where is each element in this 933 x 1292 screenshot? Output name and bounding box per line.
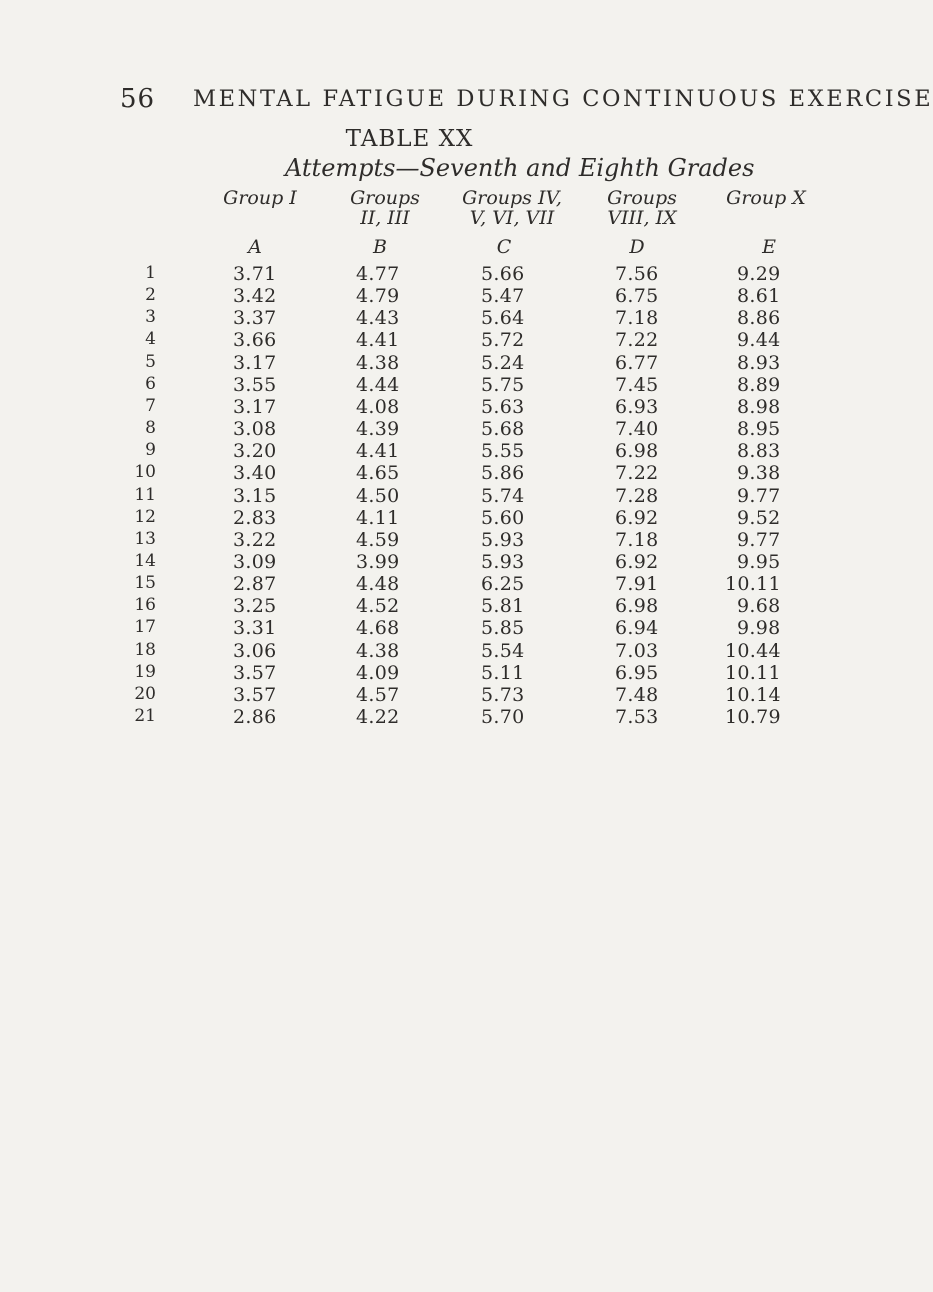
- row-number: 16: [134, 595, 156, 616]
- row-number: 4: [145, 329, 156, 350]
- column-group-heading-line2: VIII, IX: [607, 207, 677, 229]
- row-number: 2: [145, 285, 156, 306]
- row-number: 13: [134, 528, 156, 549]
- table-cell: 5.86: [481, 462, 525, 485]
- table-cell: 5.11: [481, 661, 525, 684]
- table-cell: 9.29: [737, 263, 781, 285]
- table-cell: 5.54: [481, 639, 525, 662]
- table-cell: 8.86: [737, 307, 781, 330]
- table-cell: 7.53: [615, 706, 659, 728]
- table-cell: 3.17: [233, 351, 277, 374]
- table-cell: 4.68: [356, 617, 400, 640]
- table-cell: 4.77: [356, 263, 400, 285]
- column-group-heading-line1: Group X: [726, 187, 806, 209]
- table-cell: 4.59: [356, 528, 400, 551]
- table-cell: 5.85: [481, 617, 525, 640]
- table-cell: 3.55: [233, 373, 277, 396]
- table-cell: 8.89: [737, 373, 781, 396]
- table-cell: 5.75: [481, 373, 525, 396]
- table-cell: 6.98: [615, 440, 659, 463]
- column-group-heading-line1: Groups IV,: [462, 187, 562, 209]
- table-cell: 3.15: [233, 484, 277, 507]
- table-cell: 6.75: [615, 285, 659, 308]
- row-number: 11: [134, 484, 156, 505]
- column-group-heading: [572, 188, 712, 228]
- table-cell: 5.74: [481, 484, 525, 507]
- table-cell: 5.60: [481, 506, 525, 529]
- table-cell: 10.11: [725, 573, 781, 596]
- table-cell: 3.06: [233, 639, 277, 662]
- table-cell: 3.71: [233, 263, 277, 285]
- table-cell: 7.56: [615, 263, 659, 285]
- row-number: 5: [145, 351, 156, 372]
- table-cell: 5.47: [481, 285, 525, 308]
- table-cell: 4.11: [356, 506, 400, 529]
- table-cell: 4.41: [356, 440, 400, 463]
- table-cell: 4.50: [356, 484, 400, 507]
- column-letter: B: [373, 236, 387, 258]
- table-cell: 7.40: [615, 418, 659, 441]
- row-number: 1: [145, 263, 156, 283]
- table-cell: 6.77: [615, 351, 659, 374]
- table-cell: 7.22: [615, 329, 659, 352]
- table-cell: 3.17: [233, 395, 277, 418]
- table-cell: 10.14: [725, 683, 781, 706]
- table-cell: 4.38: [356, 639, 400, 662]
- table-cell: 5.55: [481, 440, 525, 463]
- table-cell: 8.83: [737, 440, 781, 463]
- table-cell: 7.91: [615, 573, 659, 596]
- table-cell: 2.86: [233, 706, 277, 728]
- table-cell: 5.93: [481, 528, 525, 551]
- table-cell: 9.38: [737, 462, 781, 485]
- table-cell: 7.28: [615, 484, 659, 507]
- table-cell: 7.48: [615, 683, 659, 706]
- table-cell: 8.95: [737, 418, 781, 441]
- table-cell: 7.45: [615, 373, 659, 396]
- column-letter: C: [496, 236, 512, 258]
- row-number: 8: [145, 418, 156, 439]
- table-cell: 10.11: [725, 661, 781, 684]
- column-letter: A: [248, 236, 262, 258]
- table-cell: 8.98: [737, 395, 781, 418]
- table-cell: 5.70: [481, 706, 525, 728]
- table-cell: 3.66: [233, 329, 277, 352]
- table-cell: 3.99: [356, 550, 400, 573]
- row-number: 10: [134, 462, 156, 483]
- table-cell: 5.66: [481, 263, 525, 285]
- column-letter: E: [762, 236, 776, 258]
- running-head: MENTAL FATIGUE DURING CONTINUOUS EXERCISE: [193, 86, 933, 112]
- row-number: 21: [134, 706, 156, 726]
- column-group-heading-line2: II, III: [360, 207, 410, 229]
- table-cell: 4.57: [356, 683, 400, 706]
- table-cell: 7.22: [615, 462, 659, 485]
- table-cell: 6.95: [615, 661, 659, 684]
- table-cell: 4.41: [356, 329, 400, 352]
- table-cell: 4.22: [356, 706, 400, 728]
- table-cell: 4.09: [356, 661, 400, 684]
- table-cell: 3.31: [233, 617, 277, 640]
- row-number: 20: [134, 683, 156, 704]
- table-cell: 3.08: [233, 418, 277, 441]
- table-cell: 5.73: [481, 683, 525, 706]
- column-group-heading-line1: Group I: [223, 187, 297, 209]
- table-cell: 4.79: [356, 285, 400, 308]
- table-cell: 9.77: [737, 528, 781, 551]
- table-cell: 5.64: [481, 307, 525, 330]
- row-number: 14: [134, 550, 156, 571]
- column-letter: D: [629, 236, 645, 258]
- table-cell: 6.25: [481, 573, 525, 596]
- table-cell: 9.98: [737, 617, 781, 640]
- table-cell: 7.18: [615, 307, 659, 330]
- table-cell: 2.87: [233, 573, 277, 596]
- table-cell: 6.94: [615, 617, 659, 640]
- table-cell: 4.08: [356, 395, 400, 418]
- table-cell: 6.93: [615, 395, 659, 418]
- table-cell: 4.48: [356, 573, 400, 596]
- table-cell: 6.92: [615, 506, 659, 529]
- table-cell: 7.18: [615, 528, 659, 551]
- row-number: 12: [134, 506, 156, 527]
- row-number: 18: [134, 639, 156, 660]
- row-number: 6: [145, 373, 156, 394]
- column-group-heading-line2: V, VI, VII: [469, 207, 555, 229]
- table-cell: 3.57: [233, 683, 277, 706]
- table-cell: 8.93: [737, 351, 781, 374]
- table-cell: 8.61: [737, 285, 781, 308]
- row-number: 3: [145, 307, 156, 328]
- column-group-heading: [696, 188, 836, 208]
- table-cell: 5.24: [481, 351, 525, 374]
- table-title: TABLE XX: [345, 126, 474, 152]
- table-cell: 3.22: [233, 528, 277, 551]
- table-cell: 4.43: [356, 307, 400, 330]
- row-number: 9: [145, 440, 156, 461]
- column-group-heading-line1: Groups: [607, 187, 677, 209]
- table-cell: 3.37: [233, 307, 277, 330]
- table-cell: 5.63: [481, 395, 525, 418]
- table-cell: 4.39: [356, 418, 400, 441]
- table-cell: 10.79: [725, 706, 781, 728]
- table-cell: 4.38: [356, 351, 400, 374]
- table-cell: 4.44: [356, 373, 400, 396]
- column-group-heading: [315, 188, 455, 228]
- table-cell: 9.77: [737, 484, 781, 507]
- column-group-heading: [190, 188, 330, 208]
- table-cell: 9.52: [737, 506, 781, 529]
- table-cell: 2.83: [233, 506, 277, 529]
- row-number: 7: [145, 395, 156, 416]
- table-cell: 3.42: [233, 285, 277, 308]
- table-cell: 5.72: [481, 329, 525, 352]
- table-subtitle: Attempts—Seventh and Eighth Grades: [285, 154, 755, 182]
- table-cell: 3.40: [233, 462, 277, 485]
- row-number: 19: [134, 661, 156, 682]
- table-cell: 6.92: [615, 550, 659, 573]
- table-cell: 3.57: [233, 661, 277, 684]
- table-cell: 10.44: [725, 639, 781, 662]
- table-cell: 3.25: [233, 595, 277, 618]
- table-cell: 4.52: [356, 595, 400, 618]
- table-cell: 9.44: [737, 329, 781, 352]
- table-cell: 4.65: [356, 462, 400, 485]
- page-number: 56: [120, 84, 156, 114]
- row-number: 17: [134, 617, 156, 638]
- table-cell: 3.09: [233, 550, 277, 573]
- column-group-heading-line1: Groups: [350, 187, 420, 209]
- column-group-heading: [442, 188, 582, 228]
- table-cell: 7.03: [615, 639, 659, 662]
- table-cell: 5.81: [481, 595, 525, 618]
- row-number: 15: [134, 573, 156, 594]
- table-cell: 6.98: [615, 595, 659, 618]
- table-cell: 9.95: [737, 550, 781, 573]
- table-cell: 5.68: [481, 418, 525, 441]
- table-cell: 9.68: [737, 595, 781, 618]
- table-cell: 5.93: [481, 550, 525, 573]
- table-cell: 3.20: [233, 440, 277, 463]
